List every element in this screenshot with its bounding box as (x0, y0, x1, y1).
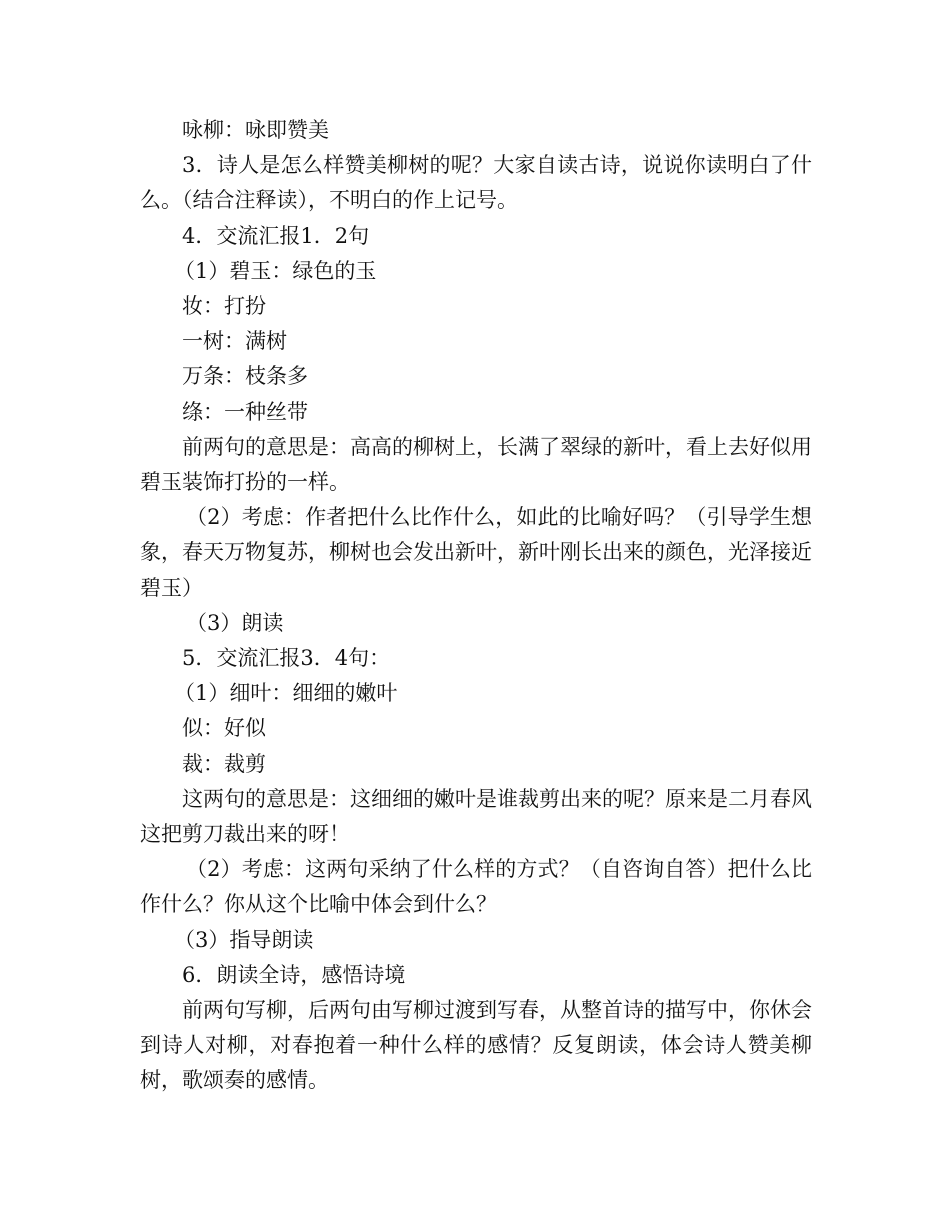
paragraph-think-metaphor-1: （2）考虑：作者把什么比作什么，如此的比喻好吗？（引导学生想象，春天万物复苏，柳树也会发出新叶，新叶刚长出来的颜色，光泽接近碧玉） (140, 505, 812, 600)
paragraph-heading-6: 6．朗读全诗，感悟诗境 (182, 962, 406, 987)
paragraph-note-xiye: （1）细叶：细细的嫩叶 (174, 681, 398, 706)
paragraph-summary: 前两句写柳，后两句由写柳过渡到写春，从整首诗的描写中，你休会到诗人对柳，对春抱着一种什么样的感情？反复朗读，体会诗人赞美柳树，歌颂奏的感情。 (140, 998, 812, 1093)
paragraph-note-tao: 绦：一种丝带 (182, 399, 308, 424)
paragraph-note-zhuang: 妆：打扮 (182, 294, 266, 319)
paragraph-heading-5: 5．交流汇报3．4句： (182, 646, 391, 671)
document-body (140, 113, 812, 1099)
paragraph-note-cai: 裁：裁剪 (182, 751, 266, 776)
paragraph-meaning-lines-1-2: 前两句的意思是：高高的柳树上，长满了翠绿的新叶，看上去好似用碧玉装饰打扮的一样。 (140, 434, 812, 495)
paragraph-note-biyu: （1）碧玉：绿色的玉 (174, 258, 377, 283)
paragraph-heading-4: 4．交流汇报1．2句 (182, 223, 370, 248)
paragraph-read-aloud-1: （3）朗读 (186, 610, 284, 635)
paragraph-note-yishu: 一树：满树 (182, 329, 287, 354)
paragraph-think-metaphor-2: （2）考虑：这两句采纳了什么样的方式？（自咨询自答）把什么比作什么？你从这个比喻中体会到什么？ (140, 857, 812, 917)
paragraph-yongliu-definition: 咏柳：咏即赞美 (182, 118, 329, 142)
paragraph-note-wantiao: 万条：枝条多 (182, 364, 308, 389)
paragraph-note-si: 似：好似 (182, 716, 266, 741)
paragraph-question-3: 3．诗人是怎么样赞美柳树的呢？大家自读古诗，说说你读明白了什么。（结合注释读），不明白的作上记号。 (140, 153, 812, 213)
paragraph-guided-reading: （3）指导朗读 (174, 927, 314, 952)
paragraph-meaning-lines-3-4: 这两句的意思是：这细细的嫩叶是谁裁剪出来的呢？原来是二月春风这把剪刀裁出来的呀！ (140, 786, 812, 847)
